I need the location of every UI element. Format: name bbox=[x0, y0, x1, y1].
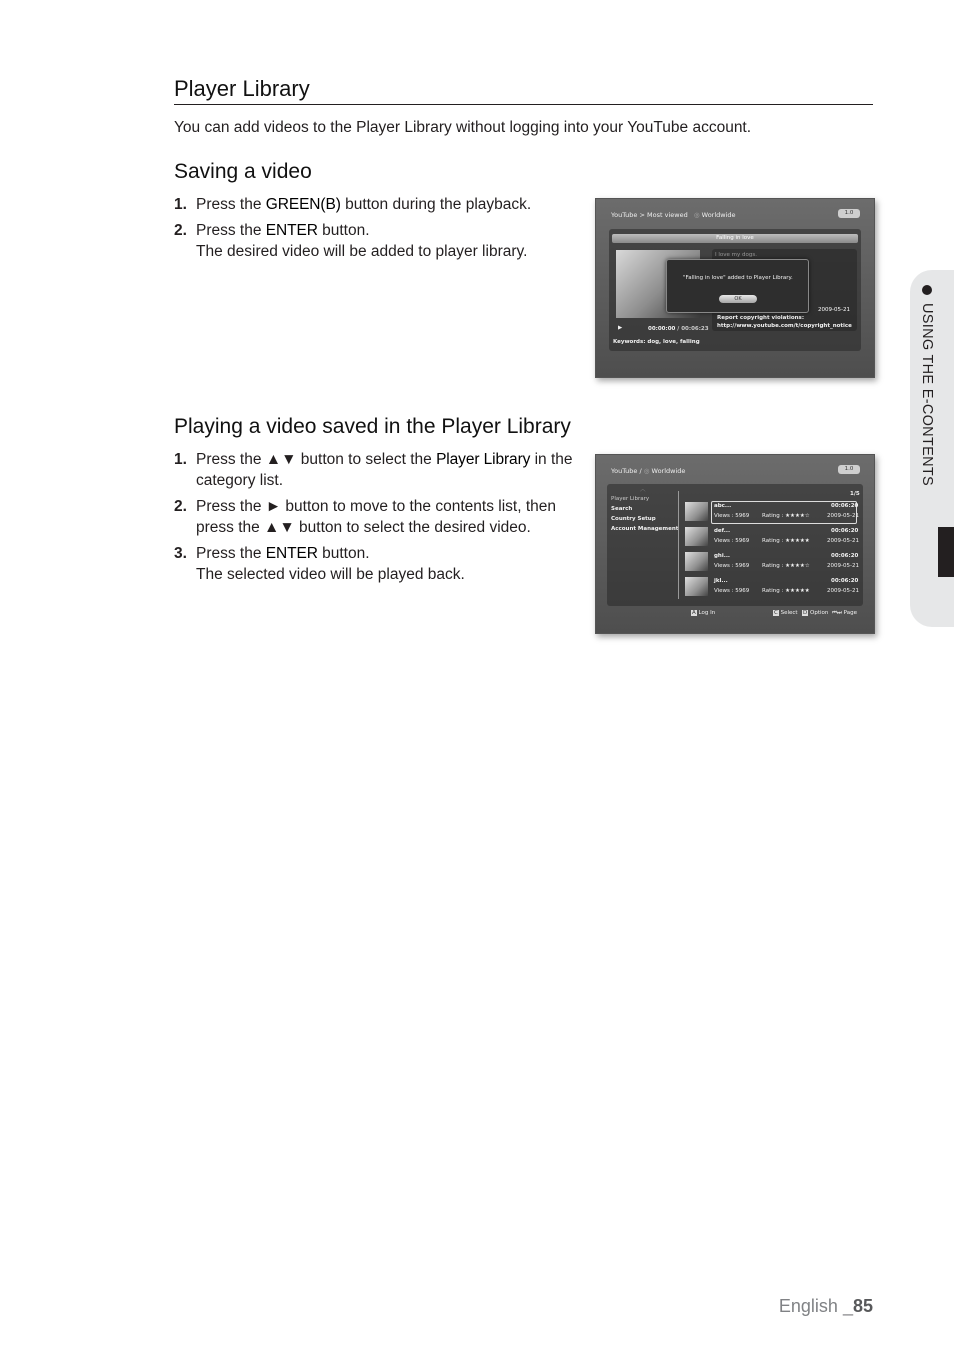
video-title-bar: Falling in love bbox=[612, 234, 858, 243]
divider bbox=[678, 491, 679, 599]
category-search[interactable]: Search bbox=[611, 506, 633, 512]
key-green: GREEN(B) bbox=[265, 196, 341, 213]
ok-button[interactable]: OK bbox=[719, 295, 757, 303]
saving-step-1: 1. Press the GREEN(B) button during the playback. bbox=[174, 196, 532, 213]
playing-step-2: 2. Press the ► button to move to the contents list, then press the ▲▼ button to select the desired video. bbox=[174, 498, 556, 536]
keywords: Keywords: dog, love, falling bbox=[613, 339, 700, 345]
version-badge: 1.0 bbox=[838, 209, 860, 218]
step-number: 2. bbox=[174, 498, 187, 515]
footer-option[interactable]: D Option bbox=[803, 610, 829, 616]
video-thumbnail bbox=[685, 577, 708, 596]
bullet-icon bbox=[922, 285, 932, 295]
breadcrumb: YouTube / ◎ Worldwide bbox=[611, 467, 686, 475]
title-rule bbox=[174, 104, 873, 105]
section-title: Player Library bbox=[174, 76, 310, 101]
page-footer: English _85 bbox=[778, 1296, 873, 1316]
step-number: 3. bbox=[174, 545, 187, 562]
version-badge: 1.0 bbox=[838, 465, 860, 474]
library-screenshot: YouTube / ◎ Worldwide 1.0 ︿ Player Library Search Country Setup Account Management 1/5 abc... 00:06:20 Views : 5969 Rating : ★★★★☆ 2009-05-21 def... 00:06:20 Views : 5969 Rating : ★★★★★ 2009-05-21 ghi... 00:06:20 Views : 5969 Rating : ★★★★☆ 2009-05-21 jkl... 00:06:20 Views : 5969 Rating : ★★★★★ 2009-05-21 A Log In C Select D Option ⏮⏭ Page bbox=[595, 454, 875, 634]
step-number: 1. bbox=[174, 196, 187, 213]
video-thumbnail bbox=[685, 527, 708, 546]
player-screenshot bbox=[595, 198, 875, 378]
report-url[interactable]: http://www.youtube.com/t/copyright_notice bbox=[717, 323, 852, 329]
saving-title: Saving a video bbox=[174, 160, 312, 183]
intro-text: You can add videos to the Player Library without logging into your YouTube account. bbox=[174, 119, 752, 136]
time-readout: 00:00:00 / 00:06:23 bbox=[648, 326, 709, 332]
chapter-label: USING THE E-CONTENTS bbox=[915, 285, 935, 486]
added-dialog bbox=[666, 259, 809, 313]
chapter-marker bbox=[938, 527, 954, 577]
step-number: 1. bbox=[174, 451, 187, 468]
step-number: 2. bbox=[174, 222, 187, 239]
saving-steps bbox=[174, 194, 574, 267]
page-count: 1/5 bbox=[850, 491, 860, 497]
key-player-library: Player Library bbox=[436, 451, 531, 468]
playing-steps bbox=[174, 449, 586, 590]
key-enter: ENTER bbox=[265, 545, 318, 562]
saving-step-2: 2. Press the ENTER button. The desired video will be added to player library. bbox=[174, 222, 528, 260]
play-icon[interactable]: ▶ bbox=[618, 325, 623, 331]
dialog-message: "Falling in love" added to Player Library. bbox=[683, 275, 793, 281]
video-thumbnail bbox=[685, 502, 708, 521]
breadcrumb: YouTube > Most viewed ◎ Worldwide bbox=[611, 211, 736, 219]
footer-select[interactable]: C Select bbox=[774, 610, 798, 616]
category-player-library[interactable]: Player Library bbox=[611, 496, 650, 502]
category-country-setup[interactable]: Country Setup bbox=[611, 516, 656, 522]
report-label: Report copyright violations: bbox=[717, 315, 805, 321]
video-thumbnail bbox=[685, 552, 708, 571]
video-date: 2009-05-21 bbox=[818, 307, 850, 313]
footer-page[interactable]: ⏮⏭ Page bbox=[832, 610, 857, 616]
key-enter: ENTER bbox=[265, 222, 318, 239]
scroll-up-icon[interactable]: ︿ bbox=[640, 487, 646, 493]
playing-step-3: 3. Press the ENTER button. The selected video will be played back. bbox=[174, 545, 465, 583]
footer-login[interactable]: A Log In bbox=[692, 610, 716, 616]
playing-step-1: 1. Press the ▲▼ button to select the Player Library in the category list. bbox=[174, 451, 573, 489]
video-description: I love my dogs. bbox=[715, 252, 757, 258]
page-number: 85 bbox=[852, 1296, 873, 1316]
category-account-management[interactable]: Account Management bbox=[611, 526, 679, 532]
playing-title: Playing a video saved in the Player Library bbox=[174, 415, 571, 438]
